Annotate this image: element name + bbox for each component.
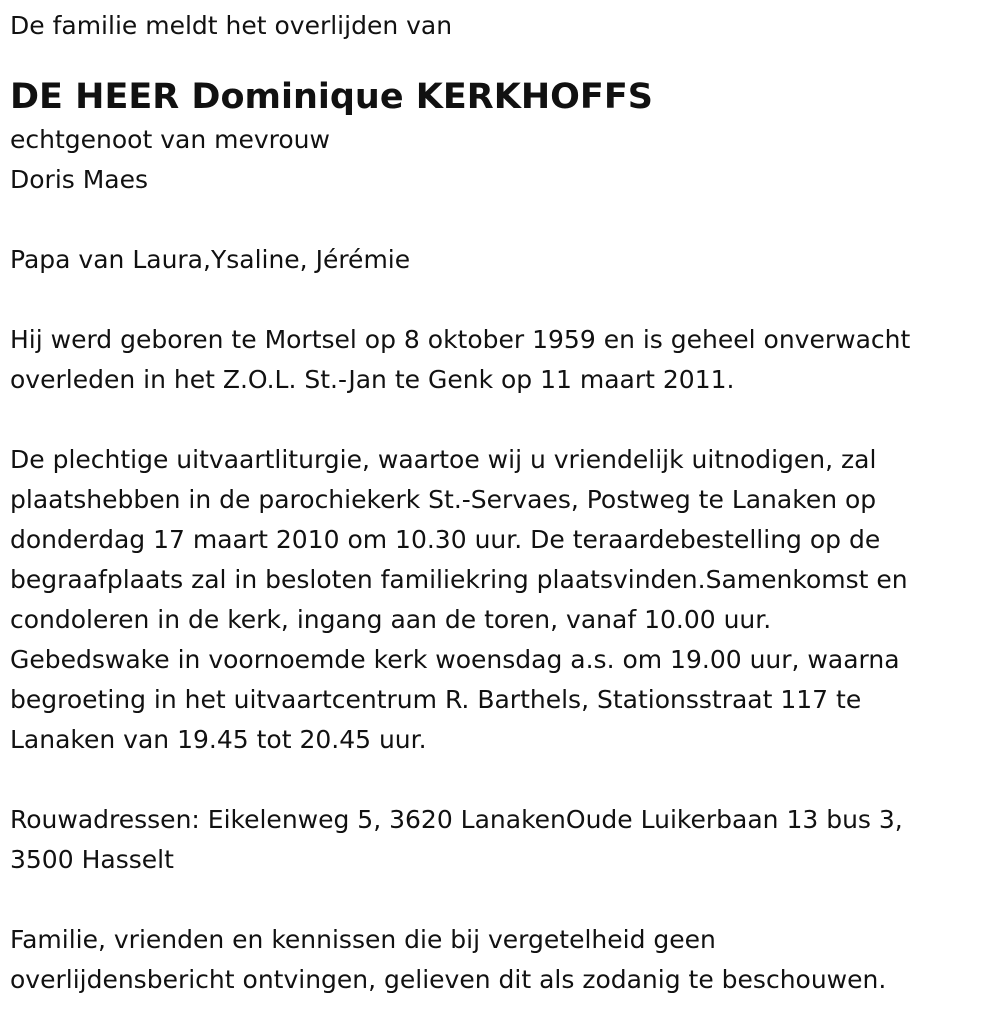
funeral-line: begroeting in het uitvaartcentrum R. Barthels, Stationsstraat 117 te xyxy=(10,685,862,714)
birth-death-line: Hij werd geboren te Mortsel op 8 oktober 1959 en is geheel onverwacht xyxy=(10,325,911,354)
children-block xyxy=(10,240,1000,280)
funeral-line: condoleren in de kerk, ingang aan de toren, vanaf 10.00 uur. xyxy=(10,605,772,634)
address-line: Rouwadressen: Eikelenweg 5, 3620 LanakenOude Luikerbaan 13 bus 3, xyxy=(10,805,903,834)
funeral-block xyxy=(10,440,1000,760)
children-line: Papa van Laura,Ysaline, Jérémie xyxy=(10,245,411,274)
funeral-line: begraafplaats zal in besloten familiekring plaatsvinden.Samenkomst en xyxy=(10,565,908,594)
paragraph-gap xyxy=(10,280,1000,320)
paragraph-gap xyxy=(10,200,1000,240)
closing-block xyxy=(10,920,1000,1000)
birth-death-line: overleden in het Z.O.L. St.-Jan te Genk op 11 maart 2011. xyxy=(10,365,735,394)
spouse-block xyxy=(10,120,1000,200)
funeral-line: donderdag 17 maart 2010 om 10.30 uur. De teraardebestelling op de xyxy=(10,525,881,554)
funeral-line: Lanaken van 19.45 tot 20.45 uur. xyxy=(10,725,427,754)
funeral-line: De plechtige uitvaartliturgie, waartoe wij u vriendelijk uitnodigen, zal xyxy=(10,445,877,474)
address-block xyxy=(10,800,1000,880)
paragraph-gap xyxy=(10,880,1000,920)
funeral-line: plaatshebben in de parochiekerk St.-Servaes, Postweg te Lanaken op xyxy=(10,485,877,514)
spouse-line: echtgenoot van mevrouw xyxy=(10,125,330,154)
paragraph-gap xyxy=(10,400,1000,440)
spouse-line: Doris Maes xyxy=(10,165,149,194)
address-line: 3500 Hasselt xyxy=(10,845,174,874)
intro-text: De familie meldt het overlijden van xyxy=(10,11,453,40)
closing-line: overlijdensbericht ontvingen, gelieven dit als zodanig te beschouwen. xyxy=(10,965,887,994)
paragraph-gap xyxy=(10,760,1000,800)
funeral-line: Gebedswake in voornoemde kerk woensdag a.s. om 19.00 uur, waarna xyxy=(10,645,900,674)
closing-line: Familie, vrienden en kennissen die bij vergetelheid geen xyxy=(10,925,716,954)
deceased-name: DE HEER Dominique KERKHOFFS xyxy=(10,77,653,117)
birth-death-block xyxy=(10,320,1000,400)
